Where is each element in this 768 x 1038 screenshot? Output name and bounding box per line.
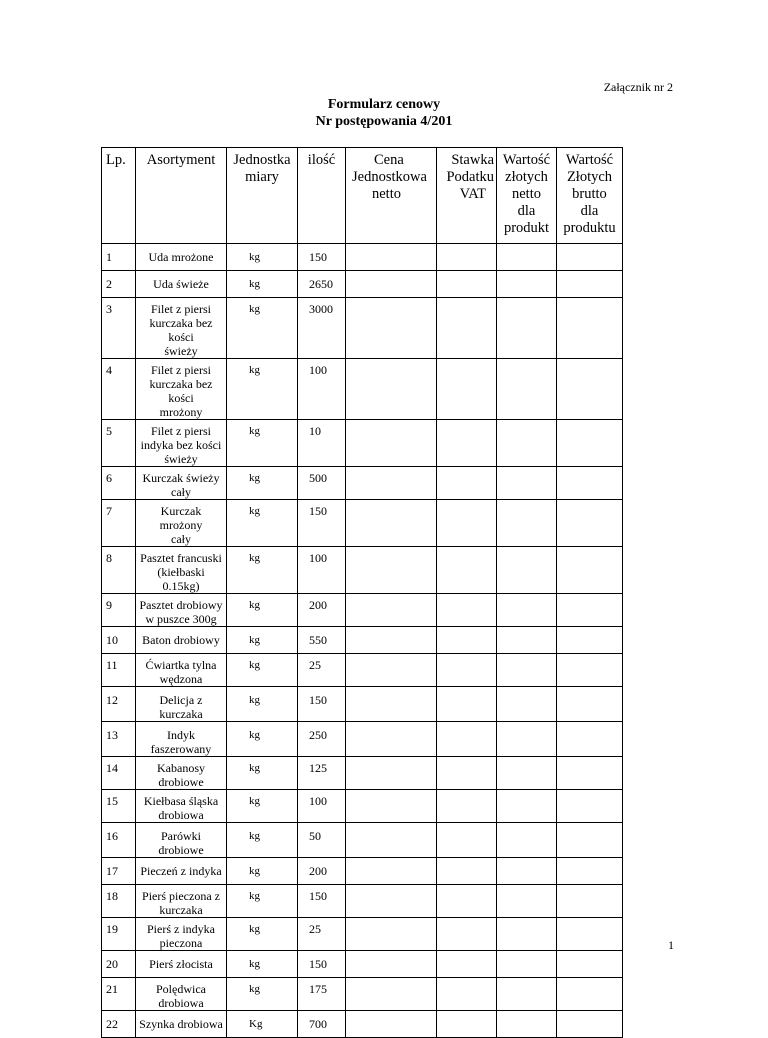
row-unit-price-net xyxy=(346,790,437,823)
row-value-net xyxy=(497,500,557,547)
table-row xyxy=(102,918,623,951)
row-value-gross xyxy=(557,654,623,687)
row-vat-rate xyxy=(437,790,497,823)
row-quantity: 150 xyxy=(298,500,346,547)
row-vat-rate xyxy=(437,978,497,1011)
product-name-line: Kurczak świeży xyxy=(142,471,220,485)
table-row xyxy=(102,420,623,467)
row-value-gross xyxy=(557,359,623,420)
row-value-net xyxy=(497,244,557,271)
row-product-name xyxy=(136,978,227,1011)
price-form-table xyxy=(101,147,623,1038)
row-unit-price-net xyxy=(346,547,437,594)
row-vat-rate xyxy=(437,298,497,359)
row-unit-price-net xyxy=(346,467,437,500)
header-wartosc-brutto: Wartość Złotych brutto dla produktu xyxy=(557,148,623,244)
document-title xyxy=(0,96,768,130)
row-quantity: 100 xyxy=(298,547,346,594)
row-product-name xyxy=(136,823,227,858)
row-unit: kg xyxy=(227,271,298,298)
row-product-name xyxy=(136,627,227,654)
row-unit-price-net xyxy=(346,298,437,359)
row-value-net xyxy=(497,654,557,687)
product-name-line: cały xyxy=(171,532,191,546)
row-product-name xyxy=(136,500,227,547)
row-vat-rate xyxy=(437,687,497,722)
product-name-line: kurczaka bez kości xyxy=(149,377,213,405)
row-vat-rate xyxy=(437,500,497,547)
row-product-name xyxy=(136,1011,227,1038)
product-name-line: Kiełbasa śląska xyxy=(143,794,219,808)
row-product-name xyxy=(136,918,227,951)
row-quantity: 550 xyxy=(298,627,346,654)
row-value-net xyxy=(497,594,557,627)
row-quantity: 125 xyxy=(298,757,346,790)
row-unit: kg xyxy=(227,244,298,271)
row-value-net xyxy=(497,467,557,500)
row-quantity: 500 xyxy=(298,467,346,500)
row-value-net xyxy=(497,790,557,823)
product-name-line: Delicja z kurczaka xyxy=(159,693,203,721)
row-quantity: 200 xyxy=(298,858,346,885)
row-product-name xyxy=(136,244,227,271)
row-value-gross xyxy=(557,757,623,790)
row-value-net xyxy=(497,420,557,467)
row-unit: kg xyxy=(227,858,298,885)
row-unit: kg xyxy=(227,687,298,722)
row-lp: 10 xyxy=(102,627,136,654)
product-name-line: Uda świeże xyxy=(153,277,209,291)
row-quantity: 150 xyxy=(298,885,346,918)
row-value-net xyxy=(497,885,557,918)
product-name-line: Parówki drobiowe xyxy=(158,829,204,857)
row-unit: kg xyxy=(227,823,298,858)
product-name-line: Filet z piersi xyxy=(151,302,211,316)
row-quantity: 2650 xyxy=(298,271,346,298)
row-value-net xyxy=(497,722,557,757)
row-lp: 14 xyxy=(102,757,136,790)
row-unit: kg xyxy=(227,918,298,951)
product-name-line: Szynka drobiowa xyxy=(139,1017,223,1031)
row-unit-price-net xyxy=(346,244,437,271)
row-value-net xyxy=(497,858,557,885)
row-value-gross xyxy=(557,467,623,500)
row-value-gross xyxy=(557,500,623,547)
row-value-net xyxy=(497,757,557,790)
row-quantity: 25 xyxy=(298,918,346,951)
row-unit-price-net xyxy=(346,823,437,858)
row-vat-rate xyxy=(437,918,497,951)
row-lp: 18 xyxy=(102,885,136,918)
row-product-name xyxy=(136,722,227,757)
table-row xyxy=(102,627,623,654)
row-vat-rate xyxy=(437,594,497,627)
row-lp: 12 xyxy=(102,687,136,722)
row-lp: 6 xyxy=(102,467,136,500)
row-vat-rate xyxy=(437,627,497,654)
row-value-gross xyxy=(557,885,623,918)
product-name-line: (kiełbaski 0.15kg) xyxy=(157,565,205,593)
row-unit: kg xyxy=(227,885,298,918)
row-vat-rate xyxy=(437,467,497,500)
header-wartosc-netto: Wartość złotych netto dla produkt xyxy=(497,148,557,244)
product-name-line: mrożony xyxy=(159,405,203,419)
row-product-name xyxy=(136,858,227,885)
header-stawka: Stawka Podatku VAT xyxy=(437,148,497,244)
row-value-net xyxy=(497,823,557,858)
product-name-line: w puszce 300g xyxy=(145,612,217,626)
row-lp: 20 xyxy=(102,951,136,978)
row-quantity: 250 xyxy=(298,722,346,757)
row-unit: kg xyxy=(227,978,298,1011)
table-row xyxy=(102,594,623,627)
product-name-line: świeży xyxy=(164,452,198,466)
table-row xyxy=(102,1011,623,1038)
row-lp: 13 xyxy=(102,722,136,757)
row-unit: kg xyxy=(227,594,298,627)
product-name-line: drobiowa xyxy=(158,996,204,1010)
row-quantity: 150 xyxy=(298,951,346,978)
row-quantity: 3000 xyxy=(298,298,346,359)
row-unit: kg xyxy=(227,420,298,467)
row-product-name xyxy=(136,467,227,500)
row-unit-price-net xyxy=(346,500,437,547)
table-row xyxy=(102,885,623,918)
row-vat-rate xyxy=(437,951,497,978)
row-product-name xyxy=(136,757,227,790)
table-row xyxy=(102,978,623,1011)
row-lp: 7 xyxy=(102,500,136,547)
row-value-gross xyxy=(557,951,623,978)
header-jednostka: Jednostka miary xyxy=(227,148,298,244)
row-unit: kg xyxy=(227,951,298,978)
table-row xyxy=(102,298,623,359)
row-vat-rate xyxy=(437,271,497,298)
product-name-line: Kabanosy xyxy=(157,761,205,775)
row-lp: 2 xyxy=(102,271,136,298)
header-row xyxy=(102,148,623,244)
product-name-line: cały xyxy=(171,485,191,499)
table-row xyxy=(102,823,623,858)
product-name-line: pieczona xyxy=(159,936,203,950)
row-value-net xyxy=(497,359,557,420)
row-product-name xyxy=(136,885,227,918)
row-product-name xyxy=(136,271,227,298)
row-value-net xyxy=(497,298,557,359)
table-row xyxy=(102,951,623,978)
row-product-name xyxy=(136,594,227,627)
row-unit: kg xyxy=(227,298,298,359)
row-unit: kg xyxy=(227,359,298,420)
product-name-line: Pierś z indyka xyxy=(147,922,215,936)
row-product-name xyxy=(136,654,227,687)
product-name-line: Filet z piersi xyxy=(151,363,211,377)
row-quantity: 100 xyxy=(298,790,346,823)
row-product-name xyxy=(136,359,227,420)
row-value-net xyxy=(497,547,557,594)
table-row xyxy=(102,790,623,823)
row-unit-price-net xyxy=(346,858,437,885)
row-vat-rate xyxy=(437,359,497,420)
title-line-2: Nr postępowania 4/201 xyxy=(315,114,453,129)
row-lp: 1 xyxy=(102,244,136,271)
row-unit: kg xyxy=(227,547,298,594)
table-row xyxy=(102,244,623,271)
row-quantity: 700 xyxy=(298,1011,346,1038)
product-name-line: Indyk faszerowany xyxy=(150,728,212,756)
header-asortyment: Asortyment xyxy=(136,148,227,244)
product-name-line: Pasztet drobiowy xyxy=(139,598,223,612)
row-vat-rate xyxy=(437,420,497,467)
row-vat-rate xyxy=(437,547,497,594)
table-row xyxy=(102,500,623,547)
annex-label: Załącznik nr 2 xyxy=(603,80,673,94)
row-lp: 3 xyxy=(102,298,136,359)
table-row xyxy=(102,654,623,687)
row-vat-rate xyxy=(437,757,497,790)
product-name-line: Pieczeń z indyka xyxy=(140,864,222,878)
row-value-net xyxy=(497,918,557,951)
row-quantity: 25 xyxy=(298,654,346,687)
row-unit-price-net xyxy=(346,687,437,722)
row-quantity: 50 xyxy=(298,823,346,858)
row-value-gross xyxy=(557,594,623,627)
row-value-net xyxy=(497,978,557,1011)
row-unit: kg xyxy=(227,627,298,654)
row-lp: 8 xyxy=(102,547,136,594)
row-value-net xyxy=(497,271,557,298)
table-row xyxy=(102,687,623,722)
row-value-gross xyxy=(557,722,623,757)
row-quantity: 200 xyxy=(298,594,346,627)
header-ilosc: ilość xyxy=(298,148,346,244)
row-value-gross xyxy=(557,918,623,951)
product-name-line: indyka bez kości xyxy=(140,438,222,452)
row-product-name xyxy=(136,790,227,823)
table-row xyxy=(102,722,623,757)
row-unit-price-net xyxy=(346,654,437,687)
row-vat-rate xyxy=(437,858,497,885)
product-name-line: wędzona xyxy=(159,672,203,686)
row-unit: kg xyxy=(227,722,298,757)
row-value-gross xyxy=(557,858,623,885)
product-name-line: Pasztet francuski xyxy=(140,551,222,565)
row-value-gross xyxy=(557,627,623,654)
row-value-net xyxy=(497,627,557,654)
row-unit-price-net xyxy=(346,885,437,918)
row-value-net xyxy=(497,1011,557,1038)
row-unit: Kg xyxy=(227,1011,298,1038)
row-lp: 21 xyxy=(102,978,136,1011)
title-line-1: Formularz cenowy xyxy=(327,97,441,112)
row-vat-rate xyxy=(437,722,497,757)
row-vat-rate xyxy=(437,1011,497,1038)
product-name-line: świeży xyxy=(164,344,198,358)
row-lp: 4 xyxy=(102,359,136,420)
row-value-gross xyxy=(557,298,623,359)
row-value-net xyxy=(497,951,557,978)
row-value-gross xyxy=(557,244,623,271)
row-unit-price-net xyxy=(346,722,437,757)
row-quantity: 150 xyxy=(298,244,346,271)
row-unit-price-net xyxy=(346,918,437,951)
row-product-name xyxy=(136,547,227,594)
row-quantity: 150 xyxy=(298,687,346,722)
row-lp: 11 xyxy=(102,654,136,687)
row-value-gross xyxy=(557,687,623,722)
row-quantity: 175 xyxy=(298,978,346,1011)
table-row xyxy=(102,757,623,790)
row-unit-price-net xyxy=(346,978,437,1011)
header-lp: Lp. xyxy=(102,148,136,244)
row-value-gross xyxy=(557,271,623,298)
row-lp: 22 xyxy=(102,1011,136,1038)
row-unit-price-net xyxy=(346,271,437,298)
table-row xyxy=(102,271,623,298)
row-value-gross xyxy=(557,790,623,823)
row-unit-price-net xyxy=(346,951,437,978)
row-value-gross xyxy=(557,1011,623,1038)
row-product-name xyxy=(136,420,227,467)
row-unit-price-net xyxy=(346,359,437,420)
row-value-gross xyxy=(557,978,623,1011)
product-name-line: Kurczak mrożony xyxy=(159,504,203,532)
product-name-line: drobiowe xyxy=(158,775,204,789)
row-product-name xyxy=(136,687,227,722)
product-name-line: Baton drobiowy xyxy=(142,633,220,647)
row-lp: 15 xyxy=(102,790,136,823)
row-unit: kg xyxy=(227,654,298,687)
row-unit-price-net xyxy=(346,1011,437,1038)
row-value-gross xyxy=(557,823,623,858)
row-unit: kg xyxy=(227,467,298,500)
row-lp: 19 xyxy=(102,918,136,951)
row-unit: kg xyxy=(227,790,298,823)
row-unit: kg xyxy=(227,757,298,790)
row-vat-rate xyxy=(437,885,497,918)
row-vat-rate xyxy=(437,823,497,858)
table-row xyxy=(102,359,623,420)
table-row xyxy=(102,467,623,500)
product-name-line: kurczaka bez kości xyxy=(149,316,213,344)
row-product-name xyxy=(136,951,227,978)
row-value-gross xyxy=(557,420,623,467)
row-vat-rate xyxy=(437,244,497,271)
table-row xyxy=(102,858,623,885)
product-name-line: Filet z piersi xyxy=(151,424,211,438)
product-name-line: drobiowa xyxy=(158,808,204,822)
row-unit: kg xyxy=(227,500,298,547)
row-unit-price-net xyxy=(346,420,437,467)
row-unit-price-net xyxy=(346,757,437,790)
row-quantity: 10 xyxy=(298,420,346,467)
header-cena: Cena Jednostkowa netto xyxy=(346,148,437,244)
row-quantity: 100 xyxy=(298,359,346,420)
page-number: 1 xyxy=(668,938,674,952)
row-lp: 17 xyxy=(102,858,136,885)
row-product-name xyxy=(136,298,227,359)
table-row xyxy=(102,547,623,594)
row-unit-price-net xyxy=(346,627,437,654)
row-vat-rate xyxy=(437,654,497,687)
product-name-line: Polędwica xyxy=(156,982,206,996)
product-name-line: kurczaka xyxy=(159,903,203,917)
product-name-line: Uda mrożone xyxy=(148,250,214,264)
row-value-net xyxy=(497,687,557,722)
row-lp: 16 xyxy=(102,823,136,858)
product-name-line: Pierś pieczona z xyxy=(142,889,220,903)
row-lp: 9 xyxy=(102,594,136,627)
row-lp: 5 xyxy=(102,420,136,467)
product-name-line: Pierś złocista xyxy=(149,957,213,971)
row-unit-price-net xyxy=(346,594,437,627)
row-value-gross xyxy=(557,547,623,594)
product-name-line: Ćwiartka tylna xyxy=(145,658,217,672)
